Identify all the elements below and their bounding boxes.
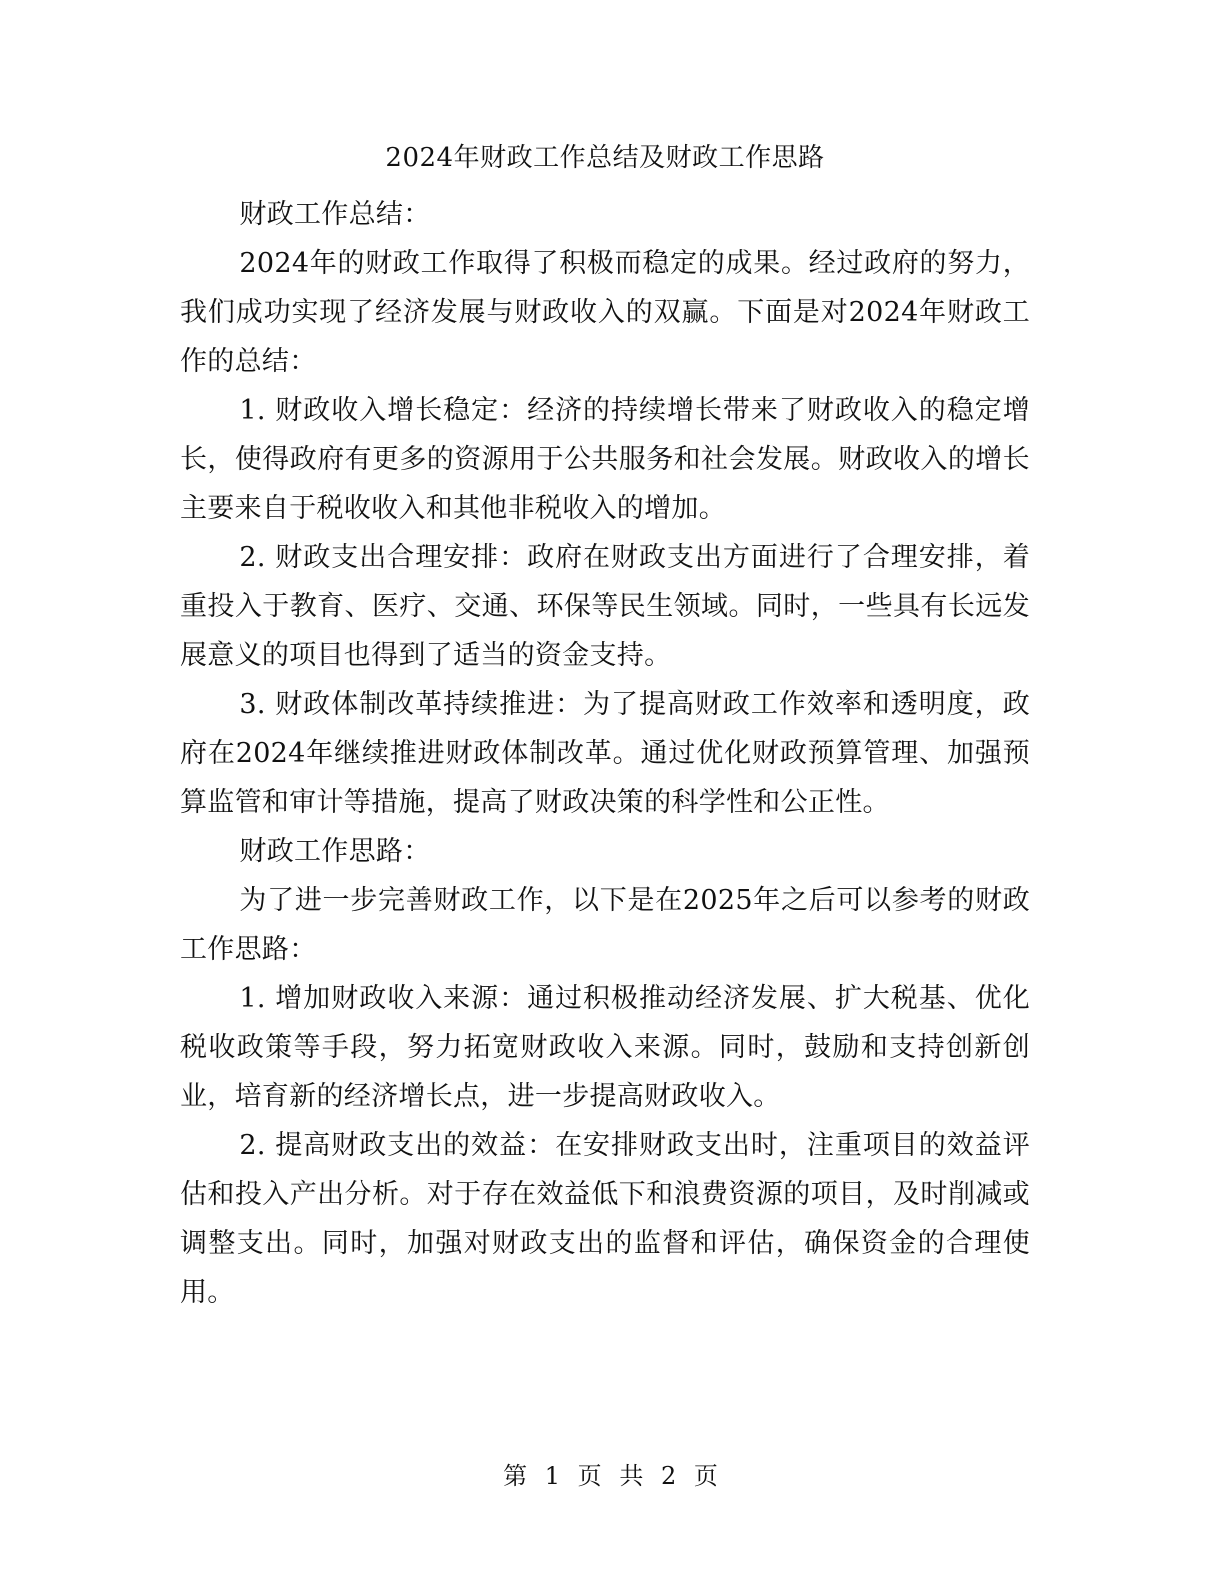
document-body <box>180 190 1030 1317</box>
page-prefix: 第 <box>503 1462 531 1490</box>
paragraph-intro: 2024年的财政工作取得了积极而稳定的成果。经过政府的努力，我们成功实现了经济发展与财政收入的双赢。下面是对2024年财政工作的总结： <box>180 248 1030 377</box>
total-page-count: 2 <box>660 1462 680 1490</box>
paragraph-idea-2: 2. 提高财政支出的效益：在安排财政支出时，注重项目的效益评估和投入产出分析。对于存在效益低下和浪费资源的项目，及时削减或调整支出。同时，加强对财政支出的监督和评估，确保资金的合理使用。 <box>180 1130 1030 1308</box>
paragraph-idea-1: 1. 增加财政收入来源：通过积极推动经济发展、扩大税基、优化税收政策等手段，努力拓宽财政收入来源。同时，鼓励和支持创新创业，培育新的经济增长点，进一步提高财政收入。 <box>180 983 1030 1112</box>
total-prefix: 共 <box>619 1462 647 1490</box>
page-footer <box>0 1460 1224 1492</box>
section-heading-summary: 财政工作总结： <box>239 199 431 230</box>
paragraph-item-1: 1. 财政收入增长稳定：经济的持续增长带来了财政收入的稳定增长，使得政府有更多的资源用于公共服务和社会发展。财政收入的增长主要来自于税收收入和其他非税收入的增加。 <box>180 395 1030 524</box>
current-page-number: 1 <box>544 1462 564 1490</box>
document-title: 2024年财政工作总结及财政工作思路 <box>385 143 825 173</box>
section-heading-ideas: 财政工作思路： <box>239 836 431 867</box>
total-word: 页 <box>693 1462 721 1490</box>
paragraph-item-3: 3. 财政体制改革持续推进：为了提高财政工作效率和透明度，政府在2024年继续推进财政体制改革。通过优化财政预算管理、加强预算监管和审计等措施，提高了财政决策的科学性和公正性。 <box>180 689 1030 818</box>
page-word: 页 <box>577 1462 605 1490</box>
paragraph-item-2: 2. 财政支出合理安排：政府在财政支出方面进行了合理安排，着重投入于教育、医疗、交通、环保等民生领域。同时，一些具有长远发展意义的项目也得到了适当的资金支持。 <box>180 542 1030 671</box>
paragraph-ideas-intro: 为了进一步完善财政工作，以下是在2025年之后可以参考的财政工作思路： <box>180 885 1030 965</box>
